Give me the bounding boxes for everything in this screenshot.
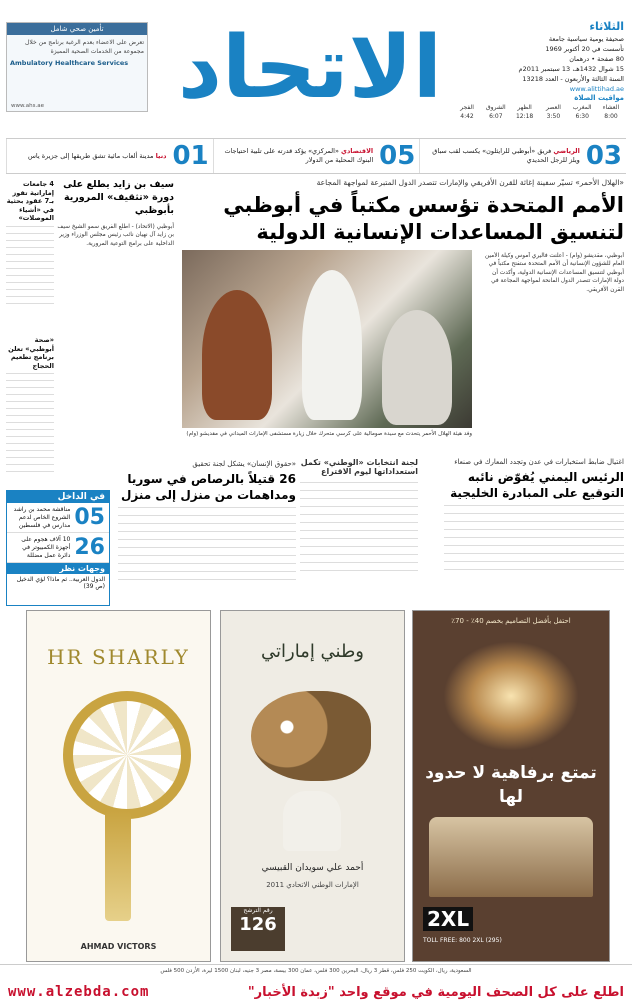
furniture-ad[interactable]: [412, 610, 610, 962]
header-ad-title: تأمين صحي شامل: [7, 23, 147, 35]
lead-body: أبوظبي، مقديشو (وام) - أعلنت فاليري آموس وكيلة الأمين العام للشؤون الإنسانية أن الأمم المتحدة ستفتح مكتباً في أبوظبي لتنسيق المساعدات الإنسانية الدولية، وأكدت أن دولة الإمارات تتصدر الدول المانحة لمواجهة المجاعة في القرن الأفريقي.: [484, 253, 624, 293]
mid-story-body: [118, 507, 296, 581]
prayer-name: الشروق: [485, 104, 506, 111]
lead-kicker: «الهلال الأحمر» تسيّر سفينة إغاثة للقرن الأفريقي والإمارات تتصدر الدول المتبرعة لمواجهة المجاعة: [316, 178, 624, 187]
furniture-toll: TOLL FREE: 800 2XL (295): [423, 937, 502, 944]
ballot-label: رقم الترشح: [243, 907, 273, 914]
left-col-h1-body: [6, 226, 54, 306]
footer-promo: اطلع على كل الصحف اليومية في موقع واحد "زبدة الأخبار": [247, 984, 624, 1000]
views-text[interactable]: الدول العربية.. ثم ماذا؟ لؤي الدخيل (ص 39): [16, 576, 105, 590]
left-col-h1: 4 جامعات إماراتية تفوز بـ7 عقود بحثية في «أشياء الموصلات»: [6, 180, 54, 222]
ballot-badge: [231, 907, 285, 951]
left-col-h1-block[interactable]: [6, 180, 54, 330]
mid-story-kicker: اغتيال ضابط استخبارات في عدن وتجدد المعارك في صنعاء: [454, 458, 624, 466]
teaser-section: دنيا: [155, 151, 167, 160]
furniture-top: احتفل بأفضل التصاميم بخصم 40٪ - 70٪: [451, 617, 571, 625]
prayer-time: 12:18: [515, 113, 534, 120]
photo-figure: [382, 310, 452, 425]
price-strip: السعودية، ريال، الكويت 250 فلس، قطر 3 ريال، البحرين 300 فلس، عمان 300 بيسة، مصر 3 جنيه، لبنان 1500 ليرة، الأردن 500 فلس: [0, 964, 632, 977]
prayer-name: الفجر: [460, 104, 474, 111]
inside-title: في الداخل: [7, 491, 109, 503]
falcon-icon: [251, 691, 371, 781]
candidate-name: أحمد علي سويدان القبيسي: [261, 863, 364, 873]
prayer-title: مواقيت الصلاة: [574, 94, 624, 102]
year-issue: السنة الثالثة والأربعون - العدد 13218: [522, 75, 624, 83]
inside-item-text: 10 آلاف هجوم على أجهزة الكمبيوتر في دائرة عمل مضللة: [21, 535, 71, 559]
left-col-h2: «صحة أبوظبي» تعلن برنامج تطعيم الحجاج: [8, 336, 54, 370]
left-col-h2-block[interactable]: [6, 336, 54, 481]
date-block: [464, 34, 624, 94]
header-ad-url: www.ahs.ae: [11, 103, 44, 109]
photo-figure: [202, 290, 272, 420]
prayer-time: 6:30: [575, 113, 589, 120]
teaser-world[interactable]: [6, 139, 213, 173]
watch-shop: AHMAD VICTORS: [80, 942, 157, 951]
footer-url[interactable]: www.alzebda.com: [8, 984, 150, 1000]
inside-item-text: مناقشة محمد بن راشد الشروع الخاص لدعم مدارس في فلسطين: [13, 505, 71, 529]
campaign-date: الإمارات الوطني الاتحادي 2011: [266, 881, 359, 889]
prayer-name: المغرب: [572, 104, 592, 111]
furniture-promo: تمتع برفاهية لا حدود لها: [425, 763, 597, 807]
prayer-time: 8:00: [604, 113, 618, 120]
prayer-values: [454, 113, 624, 120]
mid-story-kicker: «حقوق الإنسان» يشكل لجنة تحقيق: [192, 460, 296, 468]
lead-photo[interactable]: [182, 250, 472, 428]
mid-story-body: [444, 505, 624, 575]
hijri-date: 15 شوال 1432هـ، 13 سبتمبر 2011م: [518, 65, 624, 73]
website[interactable]: www.alittihad.ae: [569, 85, 624, 93]
lead-headline[interactable]: الأمم المتحدة تؤسس مكتباً في أبوظبي لتنسيق المساعدات الإنسانية الدولية: [223, 193, 624, 244]
footer-banner[interactable]: [0, 978, 632, 1006]
furniture-brand: 2XL: [423, 907, 473, 931]
teaser-text: [28, 152, 167, 161]
day-name: الثلاثاء: [589, 20, 624, 33]
prayer-name: الظهر: [517, 104, 532, 111]
masthead: [0, 0, 632, 128]
prayer-names: [454, 104, 624, 111]
prayer-time: 6:07: [489, 113, 503, 120]
teaser-body: مدينة ألعاب مائية تشق طريقها إلى جزيرة ياس: [27, 151, 154, 160]
teaser-body: فريق «أبوظبي للرايثلون» يكسب لقب سباق ويلز للرجل الحديدي: [432, 147, 580, 164]
inside-page-number: 26: [74, 535, 105, 560]
prayer-times: [454, 94, 624, 120]
prayer-name: العشاء: [602, 104, 620, 111]
mid-story-body: [300, 482, 418, 572]
left-col-h2-body: [6, 373, 54, 473]
teaser-page-number: 01: [172, 141, 209, 171]
side-story-body: أبوظبي (الاتحاد) - اطلع الفريق سمو الشيخ سيف بن زايد آل نهيان نائب رئيس مجلس الوزراء وزير الداخلية على برامج التوعية المرورية.: [57, 224, 174, 247]
ballot-number: 126: [239, 914, 277, 935]
inside-page-number: 05: [74, 505, 105, 530]
inside-item[interactable]: [7, 503, 109, 533]
teaser-body: «المركزي» يؤكد قدرته على تلبية احتياجات البنوك المحلية من الدولار: [224, 147, 374, 164]
prayer-time: 4:42: [460, 113, 474, 120]
prayer-name: العصر: [545, 104, 561, 111]
founded: تأسست في 20 أكتوبر 1969: [545, 45, 624, 53]
newspaper-logo[interactable]: الاتحاد: [177, 18, 443, 118]
watch-strap-icon: [105, 811, 131, 921]
subtitle: صحيفة يومية سياسية جامعة: [548, 35, 624, 43]
lead-photo-caption: وفد هيئة الهلال الأحمر يتحدث مع سيدة صومالية على كرسي متحرك خلال زيارة مستشفى الإمارات الميداني في مقديشو (وام): [186, 431, 472, 437]
mid-story-kicker: لجنة انتخابات «الوطني» تكمل استعداداتها ليوم الاقتراع: [300, 458, 418, 476]
teaser-text: [218, 147, 373, 165]
teaser-page-number: 05: [379, 141, 416, 171]
mid-story-syria[interactable]: [118, 460, 296, 581]
candidate-photo: [283, 791, 341, 851]
teaser-section: الاقتصادي: [341, 147, 374, 155]
campaign-ad[interactable]: [220, 610, 405, 962]
header-ad-text: تعرض على الاعضاء بعدم الرغبة برنامج من خلال مجموعة من الخدمات الصحية المميزة: [25, 39, 144, 55]
mid-story-headline: 26 قتيلاً بالرصاص في سوريا ومداهمات من منزل إلى منزل: [121, 472, 296, 502]
issue-price: 80 صفحة • درهمان: [569, 55, 624, 63]
header-ad-brand: Ambulatory Healthcare Services: [10, 59, 129, 67]
mid-story-yemen[interactable]: [444, 458, 624, 575]
teaser-sports[interactable]: [419, 139, 626, 173]
views-title: وجهات نظر: [7, 563, 109, 574]
bed-icon: [429, 817, 593, 897]
side-story[interactable]: [56, 178, 174, 248]
teaser-section: الرياضي: [553, 147, 580, 155]
watch-ad[interactable]: [26, 610, 211, 962]
watch-brand: HR SHARLY: [47, 645, 190, 669]
teaser-strip: [6, 138, 626, 174]
watch-icon: [63, 691, 191, 819]
header-ad[interactable]: [6, 22, 148, 112]
teaser-text: [424, 147, 579, 165]
mid-story-elections[interactable]: [300, 458, 418, 572]
campaign-title: وطني إماراتي: [260, 641, 364, 662]
prayer-time: 3:50: [546, 113, 561, 120]
inside-item[interactable]: [7, 533, 109, 563]
mid-story-headline: الرئيس اليمني يُفوّض نائبه التوقيع على المبادرة الخليجية: [450, 470, 624, 500]
chandelier-icon: [443, 641, 579, 751]
photo-figure: [302, 270, 362, 420]
teaser-page-number: 03: [585, 141, 622, 171]
side-story-headline: سيف بن زايد يطلع على دورة «تثقيف» المرورية بأبوظبي: [63, 179, 174, 216]
teaser-economy[interactable]: [213, 139, 420, 173]
inside-box: [6, 490, 110, 606]
